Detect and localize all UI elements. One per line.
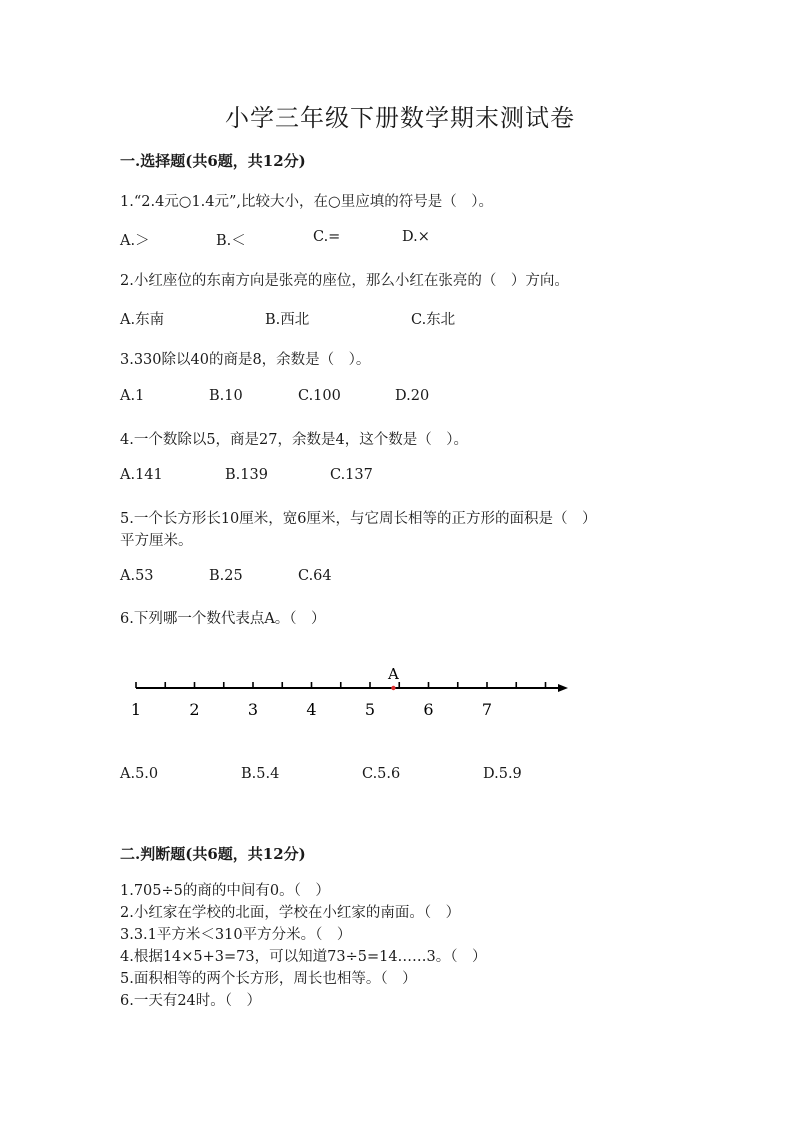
judge-item: 3.3.1平方米＜310平方分米。（ ）: [120, 927, 352, 943]
judge-item: 2.小红家在学校的北面，学校在小红家的南面。（ ）: [120, 905, 461, 921]
page-title: 小学三年级下册数学期末测试卷: [225, 104, 575, 132]
number-line-label: 1: [130, 700, 142, 719]
question-1: 1.“2.4元○1.4元”,比较大小，在○里应填的符号是（ ）。: [120, 194, 493, 210]
question-6-option-d: D.5.9: [483, 766, 522, 782]
question-5-line-2: 平方厘米。: [120, 533, 193, 549]
question-6-option-b: B.5.4: [241, 766, 280, 782]
number-line-figure: [128, 660, 576, 722]
question-4-option-c: C.137: [330, 467, 373, 483]
number-line-label: 2: [189, 700, 200, 719]
question-3-option-b: B.10: [209, 388, 243, 404]
number-line-label: 3: [247, 700, 259, 719]
question-1-option-a: A.＞: [120, 233, 150, 249]
question-3-option-d: D.20: [395, 388, 430, 404]
question-4-option-b: B.139: [225, 467, 268, 483]
question-4: 4.一个数除以5，商是27，余数是4，这个数是（ ）。: [120, 432, 468, 448]
number-line-label: 7: [481, 700, 493, 719]
question-3-option-c: C.100: [298, 388, 341, 404]
question-1-option-d: D.×: [402, 229, 430, 245]
judge-item: 4.根据14×5+3=73，可以知道73÷5=14……3。（ ）: [120, 949, 487, 965]
question-2: 2.小红座位的东南方向是张亮的座位，那么小红在张亮的（ ）方向。: [120, 273, 569, 289]
number-line-label: 5: [364, 700, 376, 719]
point-a-marker: [391, 686, 395, 690]
question-5-line-1: 5.一个长方形长10厘米，宽6厘米，与它周长相等的正方形的面积是（ ）: [120, 511, 597, 527]
question-2-option-a: A.东南: [120, 312, 165, 328]
question-2-option-b: B.西北: [265, 312, 310, 328]
number-line-label: 6: [423, 700, 434, 719]
point-a-label: A: [387, 665, 399, 683]
question-1-option-b: B.＜: [216, 233, 246, 249]
number-line-label: 4: [306, 700, 317, 719]
judge-item: 5.面积相等的两个长方形，周长也相等。（ ）: [120, 971, 417, 987]
question-5-option-b: B.25: [209, 568, 243, 584]
question-6: 6.下列哪一个数代表点A。（ ）: [120, 611, 326, 627]
question-5-option-a: A.53: [120, 568, 154, 584]
judge-item: 1.705÷5的商的中间有0。（ ）: [120, 883, 330, 899]
question-6-option-c: C.5.6: [362, 766, 401, 782]
judge-item: 6.一天有24时。（ ）: [120, 993, 262, 1009]
section-2-heading: 二.判断题(共6题，共12分): [120, 845, 306, 863]
question-6-option-a: A.5.0: [120, 766, 159, 782]
question-4-option-a: A.141: [120, 467, 163, 483]
number-line-arrowhead: [558, 684, 568, 692]
question-3-option-a: A.1: [120, 388, 145, 404]
question-3: 3.330除以40的商是8，余数是（ ）。: [120, 352, 371, 368]
question-1-option-c: C.=: [313, 229, 341, 245]
question-2-option-c: C.东北: [411, 312, 456, 328]
question-5-option-c: C.64: [298, 568, 332, 584]
section-1-heading: 一.选择题(共6题，共12分): [120, 152, 306, 170]
